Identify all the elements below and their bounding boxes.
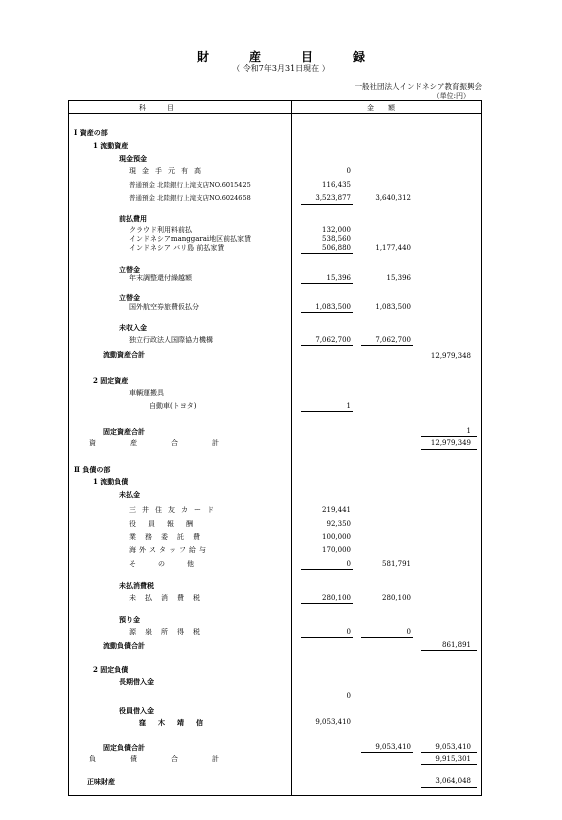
current-assets-total: 12,979,348 — [430, 352, 471, 360]
line-label: 年末調整還付繰越額 — [129, 274, 192, 282]
advance-heading: 立替金 — [119, 293, 140, 302]
subtotal-amount: 280,100 — [382, 594, 411, 602]
line-amount: 0 — [346, 692, 351, 700]
document-title: 財産目録 — [196, 50, 405, 64]
line-label: クラウド利用料前払 — [129, 226, 192, 234]
header-subject: 科 目 — [139, 104, 174, 112]
line-label: 海外スタッフ給与 — [129, 546, 209, 554]
line-label: 普通預金 北陸銀行上滝支店NO.6015425 — [129, 181, 251, 189]
category-label: 車輌運搬具 — [129, 389, 164, 397]
line-label: 源泉所得税 — [129, 628, 209, 636]
section-liabilities: Ⅱ 負債の部 — [74, 465, 111, 474]
subtotal-amount: 3,640,312 — [375, 194, 411, 202]
net-assets-label: 正味財産 — [87, 777, 115, 786]
underline — [301, 312, 353, 313]
liabilities-grand-total: 9,915,301 — [435, 755, 471, 763]
line-label: インドネシアmanggarai地区前払家賃 — [129, 235, 252, 243]
subtotal-amount: 15,396 — [386, 274, 411, 282]
underline — [301, 411, 353, 412]
line-amount: 0 — [346, 167, 351, 175]
subtotal-amount: 581,791 — [382, 560, 411, 568]
current-assets-total-label: 流動資産合計 — [103, 350, 145, 359]
advance-heading: 立替金 — [119, 265, 140, 274]
current-liabilities-heading: 1 流動負債 — [93, 477, 129, 486]
subtotal-amount: 9,053,410 — [375, 743, 411, 751]
double-underline — [421, 764, 477, 765]
payable-heading: 未払金 — [119, 490, 140, 499]
line-amount: 1,083,500 — [315, 303, 351, 311]
underline — [301, 345, 353, 346]
organization-name: 一般社団法人インドネシア教育振興会 — [354, 82, 482, 91]
fixed-liabilities-total: 9,053,410 — [435, 743, 471, 751]
net-assets-amount: 3,064,048 — [435, 777, 471, 785]
deposits-heading: 預り金 — [119, 615, 140, 624]
underline — [421, 436, 477, 437]
underline — [301, 603, 353, 604]
line-amount: 100,000 — [322, 533, 351, 541]
line-label: 自動車(トヨタ) — [149, 402, 197, 410]
line-label: 業務委託費 — [129, 533, 209, 541]
underline — [361, 345, 413, 346]
line-label: 国外航空券旅費仮払分 — [129, 303, 199, 311]
line-label: 窪木靖信 — [139, 718, 215, 727]
underline — [301, 253, 353, 254]
line-label: その他 — [129, 560, 216, 568]
line-amount: 0 — [346, 560, 351, 568]
underline — [301, 569, 353, 570]
underline — [361, 637, 413, 638]
fixed-assets-total: 1 — [466, 427, 471, 435]
officer-loan-heading: 役員借入金 — [119, 706, 154, 715]
assets-grand-label: 資産合計 — [89, 439, 253, 447]
line-label: 三井住友カード — [129, 506, 220, 514]
line-amount: 219,441 — [322, 506, 351, 514]
currency-unit: （単位:円） — [432, 92, 470, 100]
double-underline — [421, 449, 477, 450]
receivable-heading: 未収入金 — [119, 323, 147, 332]
line-amount: 280,100 — [322, 594, 351, 602]
consumption-tax-heading: 未払消費税 — [119, 581, 154, 590]
current-assets-heading: 1 流動資産 — [93, 141, 129, 150]
subtotal-amount: 1,177,440 — [375, 244, 411, 252]
fixed-assets-heading: 2 固定資産 — [93, 376, 129, 385]
line-label: 普通預金 北陸銀行上滝支店NO.6024658 — [129, 194, 251, 202]
line-amount: 7,062,700 — [315, 336, 351, 344]
prepaid-heading: 前払費用 — [119, 214, 147, 223]
subtotal-amount: 1,083,500 — [375, 303, 411, 311]
as-of-date: （ 令和7年3月31日現在 ） — [232, 64, 330, 73]
current-liabilities-total-label: 流動負債合計 — [103, 641, 145, 650]
long-term-loan-heading: 長期借入金 — [119, 677, 154, 686]
column-divider — [291, 101, 292, 795]
header-divider — [69, 113, 481, 114]
fixed-liabilities-total-label: 固定負債合計 — [103, 743, 145, 752]
line-amount: 0 — [346, 628, 351, 636]
line-amount: 132,000 — [322, 226, 351, 234]
liabilities-grand-label: 負債合計 — [89, 755, 253, 763]
underline — [421, 752, 477, 753]
line-amount: 15,396 — [326, 274, 351, 282]
underline — [421, 650, 477, 651]
line-amount: 538,560 — [322, 235, 351, 243]
line-amount: 1 — [346, 402, 351, 410]
line-amount: 9,053,410 — [315, 718, 351, 726]
fixed-assets-total-label: 固定資産合計 — [103, 427, 145, 436]
line-label: インドネシア バリ島 前払家賃 — [129, 244, 225, 252]
line-amount: 92,350 — [326, 520, 351, 528]
line-amount: 3,523,877 — [315, 194, 351, 202]
double-underline — [421, 787, 477, 788]
underline — [301, 204, 353, 205]
line-label: 未払消費税 — [129, 594, 209, 602]
line-amount: 116,435 — [322, 181, 351, 189]
line-amount: 506,880 — [322, 244, 351, 252]
subtotal-amount: 7,062,700 — [375, 336, 411, 344]
cash-deposits-heading: 現金預金 — [119, 154, 147, 163]
header-amount: 金 額 — [367, 104, 395, 112]
subtotal-amount: 0 — [406, 628, 411, 636]
assets-grand-total: 12,979,349 — [430, 439, 471, 447]
line-label: 役員報酬 — [129, 520, 205, 528]
underline — [301, 637, 353, 638]
inventory-table — [68, 100, 482, 796]
line-label: 現金手元有高 — [129, 167, 207, 175]
current-liabilities-total: 861,891 — [442, 641, 471, 649]
underline — [301, 283, 353, 284]
line-label: 独立行政法人国際協力機構 — [129, 336, 213, 344]
section-assets: Ⅰ 資産の部 — [74, 128, 108, 137]
line-amount: 170,000 — [322, 546, 351, 554]
underline — [361, 752, 413, 753]
fixed-liabilities-heading: 2 固定負債 — [93, 665, 129, 674]
